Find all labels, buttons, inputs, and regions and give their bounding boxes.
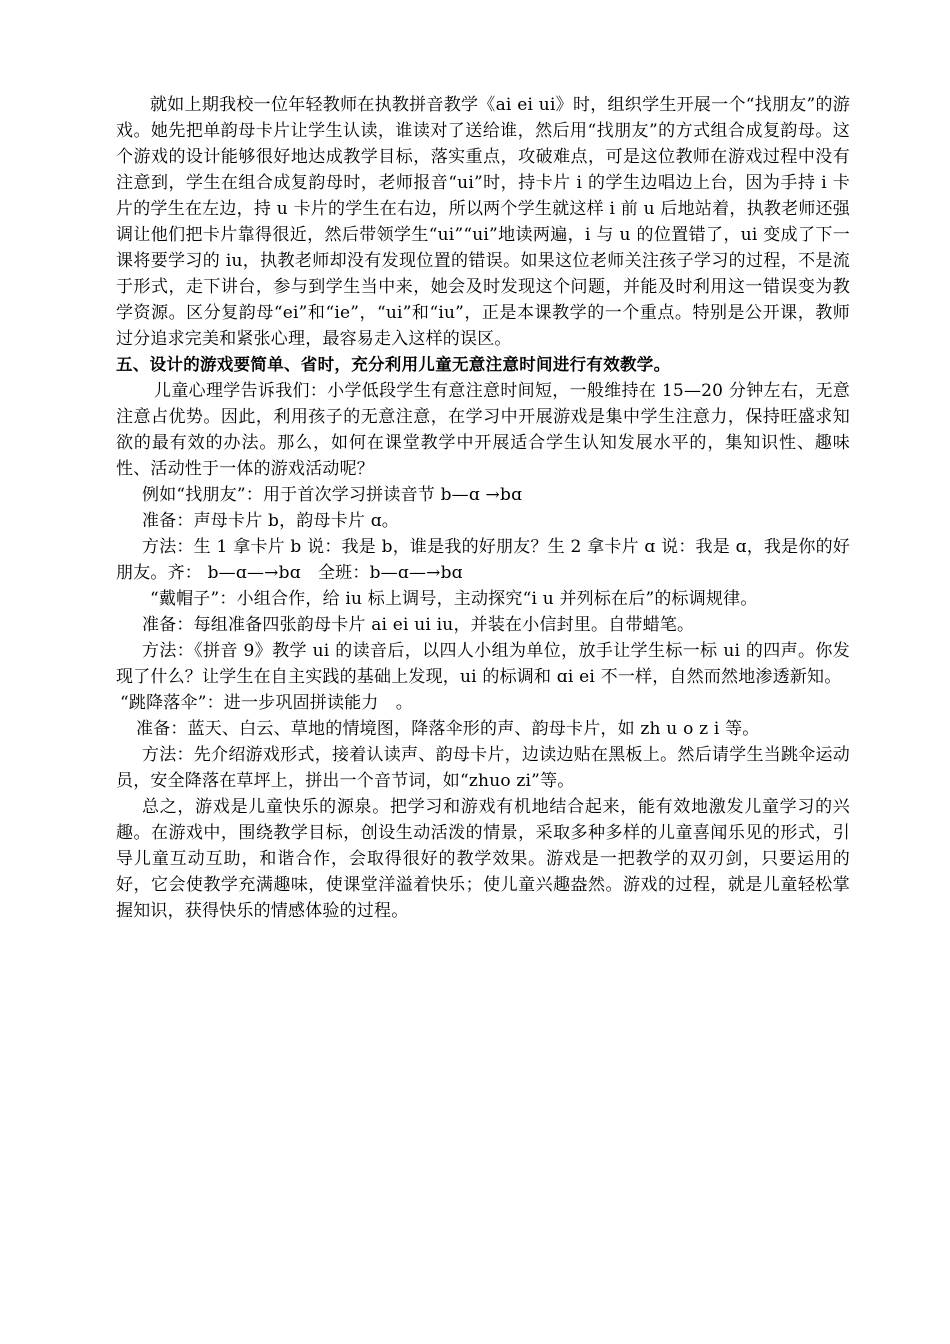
paragraph-conclusion: 总之，游戏是儿童快乐的源泉。把学习和游戏有机地结合起来，能有效地激发儿童学习的兴趣。在游戏中，围绕教学目标，创设生动活泼的情景，采取多种多样的儿童喜闻乐见的形式，引导儿童互动互助，和谐合作，会取得很好的教学效果。游戏是一把教学的双刃剑，只要运用的好，它会使教学充满趣味，使课堂洋溢着快乐；使儿童兴趣盎然。游戏的过程，就是儿童轻松掌握知识，获得快乐的情感体验的过程。	[116, 797, 850, 921]
paragraph-preparation-2: 准备：每组准备四张韵母卡片 ai ei ui iu，并装在小信封里。自带蜡笔。	[142, 615, 695, 635]
document-body	[116, 92, 850, 924]
paragraph-method-1: 方法：生 1 拿卡片 b 说：我是 b，谁是我的好朋友？生 2 拿卡片 ɑ 说：我是 ɑ，我是你的好朋友。齐： b—ɑ—→bɑ 全班：b—ɑ—→bɑ	[116, 537, 850, 583]
section-heading-five: 五、设计的游戏要简单、省时，充分利用儿童无意注意时间进行有效教学。	[116, 355, 671, 374]
paragraph-find-friend: 例如“找朋友”：用于首次学习拼读音节 b—ɑ →bɑ	[142, 485, 523, 505]
paragraph-preparation-3: 准备：蓝天、白云、草地的情境图，降落伞形的声、韵母卡片，如 zh u o z i 等。	[136, 719, 760, 739]
paragraph-wear-hat: “戴帽子”：小组合作，给 iu 标上调号，主动探究“i u 并列标在后”的标调规律。	[150, 589, 758, 609]
paragraph-child-psychology: 儿童心理学告诉我们：小学低段学生有意注意时间短，一般维持在 15—20 分钟左右，无意注意占优势。因此，利用孩子的无意注意，在学习中开展游戏是集中学生注意力，保持旺盛求知欲的最有效的办法。那么，如何在课堂教学中开展适合学生认知发展水平的，集知识性、趣味性、活动性于一体的游戏活动呢？	[116, 381, 850, 479]
paragraph-game-example: 就如上期我校一位年轻教师在执教拼音教学《ai ei ui》时，组织学生开展一个“找朋友”的游戏。她先把单韵母卡片让学生认读，谁读对了送给谁，然后用“找朋友”的方式组合成复韵母。这个游戏的设计能够很好地达成教学目标，落实重点，攻破难点，可是这位教师在游戏过程中没有注意到，学生在组合成复韵母时，老师报音“ui”时，持卡片 i 的学生边唱边上台，因为手持 i 卡片的学生在左边，持 u 卡片的学生在右边，所以两个学生就这样 i 前 u 后地站着，执教老师还强调让他们把卡片靠得很近，然后带领学生“ui”“ui”地读两遍，i 与 u 的位置错了，ui 变成了下一课将要学习的 iu，执教老师却没有发现位置的错误。如果这位老师关注孩子学习的过程，不是流于形式，走下讲台，参与到学生当中来，她会及时发现这个问题，并能及时利用这一错误变为教学资源。区分复韵母“ei”和“ie”，“ui”和“iu”，正是本课教学的一个重点。特别是公开课，教师过分追求完美和紧张心理，最容易走入这样的误区。	[116, 95, 850, 349]
paragraph-preparation-1: 准备：声母卡片 b，韵母卡片 ɑ。	[142, 511, 399, 531]
paragraph-parachute: “跳降落伞”：进一步巩固拼读能力 。	[120, 693, 413, 713]
paragraph-method-2: 方法：《拼音 9》教学 ui 的读音后，以四人小组为单位，放手让学生标一标 ui 的四声。你发现了什么？让学生在自主实践的基础上发现，ui 的标调和 ɑi ei 不一样，自然而然地渗透新知。	[116, 641, 850, 687]
paragraph-method-3: 方法：先介绍游戏形式，接着认读声、韵母卡片，边读边贴在黑板上。然后请学生当跳伞运动员，安全降落在草坪上，拼出一个音节词，如“zhuo zi”等。	[116, 745, 850, 791]
